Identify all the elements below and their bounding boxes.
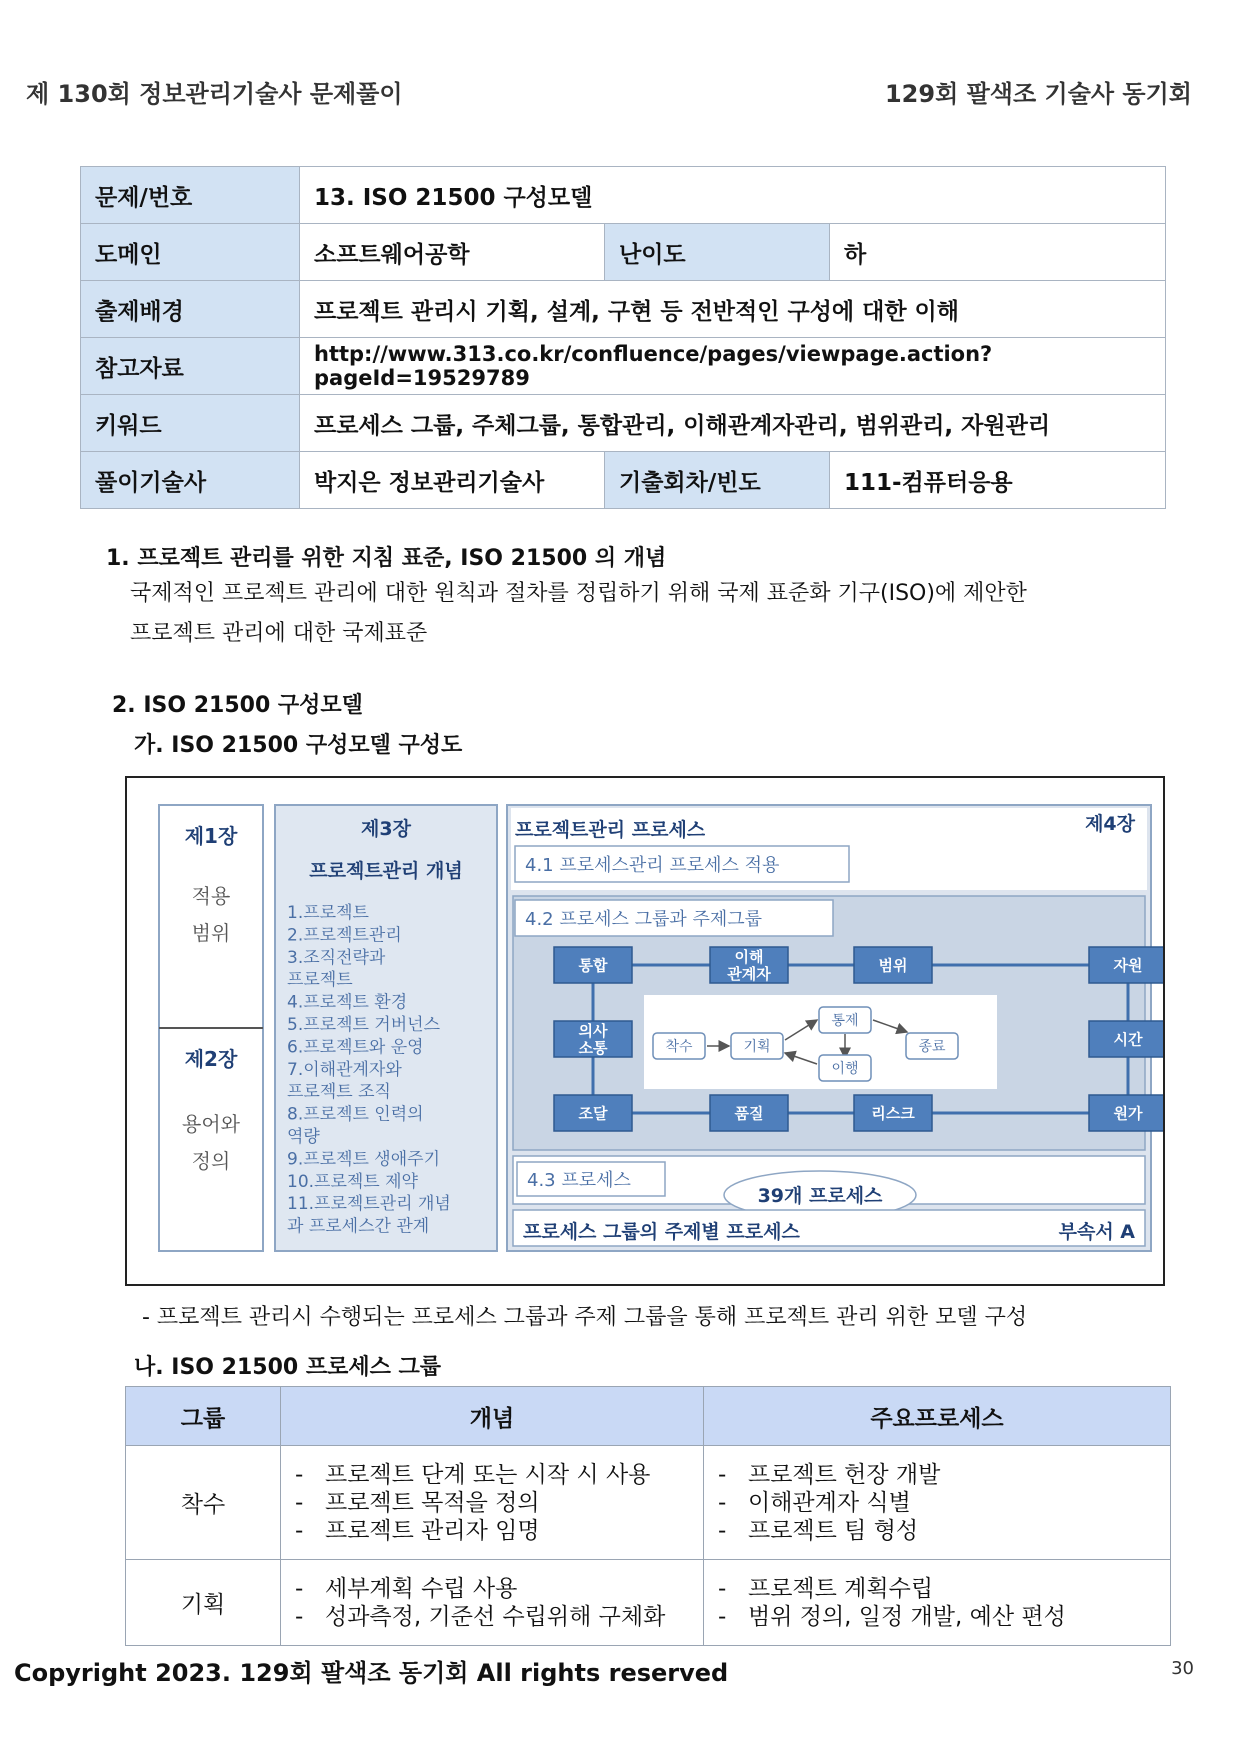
problem-value: 13. ISO 21500 구성모델 bbox=[300, 167, 1166, 224]
subject-label-integration: 통합 bbox=[578, 956, 608, 975]
chapter3-list-item: 1.프로젝트 bbox=[287, 903, 369, 923]
chapter1-label: 제1장 bbox=[184, 824, 238, 848]
chapter2-line1: 용어와 bbox=[182, 1112, 240, 1136]
subject-group-integration bbox=[554, 947, 632, 983]
section1-title: 1. 프로젝트 관리를 위한 지침 표준, ISO 21500 의 개념 bbox=[106, 546, 667, 571]
list-item: - 프로젝트 계획수립 bbox=[718, 1575, 1156, 1603]
group-processes bbox=[704, 1560, 1171, 1646]
subject-label-quality: 품질 bbox=[734, 1104, 764, 1123]
section42-label: 4.2 프로세스 그룹과 주제그룹 bbox=[525, 909, 763, 930]
process-group-label-initiating: 착수 bbox=[665, 1039, 693, 1056]
chapter3-list-item: 7.이해관계자와 bbox=[287, 1059, 402, 1080]
group-concept bbox=[281, 1446, 704, 1560]
subject-label-risk: 리스크 bbox=[871, 1104, 915, 1123]
group-concept bbox=[281, 1560, 704, 1646]
chapter3-list-item: 2.프로젝트관리 bbox=[287, 925, 402, 946]
subject-label-resource: 자원 bbox=[1113, 956, 1143, 975]
subject-label-time: 시간 bbox=[1113, 1030, 1143, 1049]
table-row bbox=[126, 1446, 1171, 1560]
frequency-value: 111-컴퓨터응용 bbox=[830, 452, 1166, 509]
subject-label-stakeholder: 관계자 bbox=[727, 964, 771, 983]
chapter3-list-item: 3.조직전략과 bbox=[287, 947, 386, 968]
col-header-group: 그룹 bbox=[126, 1387, 281, 1446]
domain-label: 도메인 bbox=[81, 224, 300, 281]
subject-group-cost bbox=[1089, 1095, 1163, 1131]
list-item: - 프로젝트 단계 또는 시작 시 사용 bbox=[295, 1461, 689, 1489]
chapter2-line2: 정의 bbox=[191, 1149, 231, 1173]
section2-title: 2. ISO 21500 구성모델 bbox=[112, 693, 363, 718]
process-group-controlling bbox=[819, 1007, 871, 1033]
difficulty-label: 난이도 bbox=[605, 224, 830, 281]
subject-label-procurement: 조달 bbox=[578, 1104, 608, 1123]
section2-sub-a: 가. ISO 21500 구성모델 구성도 bbox=[134, 733, 463, 758]
list-item: - 성과측정, 기준선 수립위해 구체화 bbox=[295, 1603, 689, 1631]
subject-label-scope: 범위 bbox=[878, 956, 908, 975]
chapter3-list-item: 역량 bbox=[287, 1127, 320, 1147]
difficulty-value: 하 bbox=[830, 224, 1166, 281]
chapter3-list-item: 11.프로젝트관리 개념 bbox=[287, 1194, 451, 1215]
subject-group-time bbox=[1089, 1021, 1163, 1057]
author-label: 풀이기술사 bbox=[81, 452, 300, 509]
section41-label: 4.1 프로세스관리 프로세스 적용 bbox=[525, 855, 780, 876]
chapter3-list-item: 5.프로젝트 거버넌스 bbox=[287, 1015, 440, 1035]
col-header-processes: 주요프로세스 bbox=[704, 1387, 1171, 1446]
process-group-closing bbox=[906, 1033, 958, 1059]
frequency-label: 기출회차/빈도 bbox=[605, 452, 830, 509]
domain-value: 소프트웨어공학 bbox=[300, 224, 605, 281]
annex-title: 프로세스 그룹의 주제별 프로세스 bbox=[523, 1221, 800, 1243]
annex-label: 부속서 A bbox=[1058, 1221, 1135, 1243]
section1-line2: 프로젝트 관리에 대한 국제표준 bbox=[130, 621, 428, 646]
table-row bbox=[126, 1560, 1171, 1646]
process-group-label-controlling: 통제 bbox=[831, 1013, 859, 1030]
list-item: - 범위 정의, 일정 개발, 예산 편성 bbox=[718, 1603, 1156, 1631]
copyright-footer: Copyright 2023. 129회 팔색조 동기회 All rights reserved bbox=[14, 1659, 729, 1687]
process-group-label-executing: 이행 bbox=[831, 1061, 859, 1078]
process-group-executing bbox=[819, 1055, 871, 1081]
subject-group-stakeholder bbox=[710, 947, 788, 983]
col-header-concept: 개념 bbox=[281, 1387, 704, 1446]
subject-group-scope bbox=[854, 947, 932, 983]
chapter3-list-item: 프로젝트 bbox=[287, 970, 353, 991]
section2-sub-b: 나. ISO 21500 프로세스 그룹 bbox=[134, 1355, 442, 1380]
problem-label: 문제/번호 bbox=[81, 167, 300, 224]
chapter3-list-item: 과 프로세스간 관계 bbox=[287, 1216, 430, 1237]
list-item: - 프로젝트 목적을 정의 bbox=[295, 1489, 689, 1517]
subject-group-resource bbox=[1089, 947, 1163, 983]
list-item: - 프로젝트 관리자 임명 bbox=[295, 1517, 689, 1545]
group-name: 기획 bbox=[126, 1560, 281, 1646]
process-group-label-closing: 종료 bbox=[918, 1039, 946, 1056]
list-item: - 프로젝트 헌장 개발 bbox=[718, 1461, 1156, 1489]
background-value: 프로젝트 관리시 기획, 설계, 구현 등 전반적인 구성에 대한 이해 bbox=[300, 281, 1166, 338]
section1-line1: 국제적인 프로젝트 관리에 대한 원칙과 절차를 정립하기 위해 국제 표준화 기구(ISO)에 제안한 bbox=[130, 581, 1027, 606]
chapter3-list-item: 10.프로젝트 제약 bbox=[287, 1171, 418, 1192]
chapter1-line2: 범위 bbox=[191, 921, 231, 945]
reference-label: 참고자료 bbox=[81, 338, 300, 395]
subject-group-quality bbox=[710, 1095, 788, 1131]
list-item: - 세부계획 수립 사용 bbox=[295, 1575, 689, 1603]
chapter4-title: 프로젝트관리 프로세스 bbox=[515, 819, 706, 841]
chapter3-list-item: 6.프로젝트와 운영 bbox=[287, 1037, 424, 1058]
process-group-table bbox=[125, 1386, 1171, 1646]
chapter3-list-item: 4.프로젝트 환경 bbox=[287, 992, 408, 1013]
list-item: - 이해관계자 식별 bbox=[718, 1489, 1156, 1517]
chapter3-title: 프로젝트관리 개념 bbox=[309, 860, 463, 882]
chapter2-label: 제2장 bbox=[184, 1047, 238, 1071]
header-left: 제 130회 정보관리기술사 문제풀이 bbox=[26, 80, 403, 108]
process-group-planning bbox=[731, 1033, 783, 1059]
process-group-initiating bbox=[653, 1033, 705, 1059]
problem-meta-table bbox=[80, 166, 1166, 509]
process-group-label-planning: 기획 bbox=[743, 1039, 771, 1056]
chapter4-label: 제4장 bbox=[1085, 813, 1135, 835]
list-item: - 프로젝트 팀 형성 bbox=[718, 1517, 1156, 1545]
author-value: 박지은 정보관리기술사 bbox=[300, 452, 605, 509]
chapter3-list-item: 8.프로젝트 인력의 bbox=[287, 1104, 424, 1125]
diagram-caption: - 프로젝트 관리시 수행되는 프로세스 그룹과 주제 그룹을 통해 프로젝트 관리 위한 모델 구성 bbox=[142, 1305, 1028, 1330]
background-label: 출제배경 bbox=[81, 281, 300, 338]
chapter3-label: 제3장 bbox=[361, 818, 411, 840]
chapter1-line1: 적용 bbox=[191, 884, 231, 908]
group-name: 착수 bbox=[126, 1446, 281, 1560]
subject-label-communication: 소통 bbox=[578, 1038, 608, 1057]
process-count: 39개 프로세스 bbox=[757, 1185, 883, 1207]
keyword-label: 키워드 bbox=[81, 395, 300, 452]
page-number: 30 bbox=[1171, 1658, 1194, 1679]
subject-group-procurement bbox=[554, 1095, 632, 1131]
subject-group-risk bbox=[854, 1095, 932, 1131]
keyword-value: 프로세스 그룹, 주체그룹, 통합관리, 이해관계자관리, 범위관리, 자원관리 bbox=[300, 395, 1166, 452]
reference-link[interactable]: http://www.313.co.kr/confluence/pages/viewpage.action?pageId=19529789 bbox=[300, 338, 1166, 395]
group-processes bbox=[704, 1446, 1171, 1560]
subject-label-communication: 의사 bbox=[578, 1021, 608, 1040]
header-right: 129회 팔색조 기술사 동기회 bbox=[884, 80, 1192, 108]
section43-label: 4.3 프로세스 bbox=[527, 1170, 631, 1191]
subject-label-stakeholder: 이해 bbox=[734, 947, 764, 966]
subject-label-cost: 원가 bbox=[1113, 1104, 1143, 1123]
chapter3-list-item: 9.프로젝트 생애주기 bbox=[287, 1149, 440, 1170]
chapter3-list-item: 프로젝트 조직 bbox=[287, 1082, 391, 1103]
subject-group-communication bbox=[554, 1021, 632, 1057]
iso21500-diagram bbox=[125, 776, 1165, 1286]
